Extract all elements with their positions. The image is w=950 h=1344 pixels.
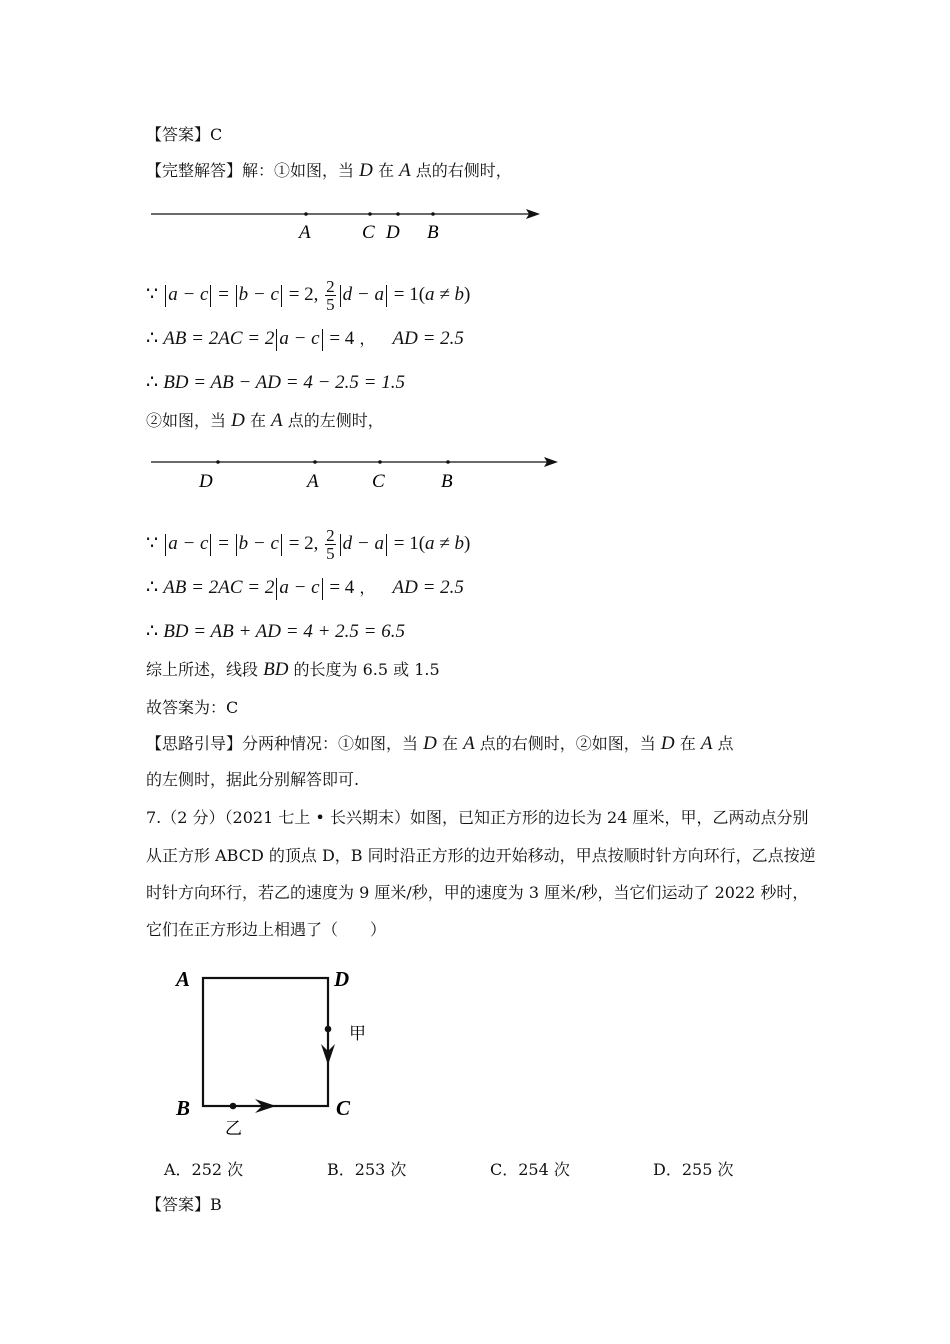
point-label: D — [386, 222, 400, 243]
question-line: 它们在正方形边上相遇了（ ） — [146, 920, 387, 939]
question-line: 从正方形 ABCD 的顶点 D，B 同时沿正方形的边开始移动，甲点按顺时针方向环行，乙点按逆 — [146, 846, 816, 865]
vertex-a: A — [176, 967, 191, 991]
point-label: D — [199, 471, 213, 492]
fraction: $\frac{2}{5}$ — [326, 277, 335, 314]
fraction: $\frac{2}{5}$ — [326, 526, 335, 563]
case2-ab: ∴ AB = 2AC = 2 a − c = 4 ， AD = 2.5 — [146, 577, 464, 598]
option-c[interactable]: C．254 次 — [490, 1160, 570, 1179]
case2-bd: ∴ BD = AB + AD = 4 + 2.5 = 6.5 — [146, 621, 405, 642]
point-label: A — [299, 222, 311, 243]
point-label: B — [427, 222, 439, 243]
point-label: C — [362, 222, 375, 243]
square-figure — [170, 962, 390, 1142]
answer-label: 【答案】 — [146, 1195, 211, 1214]
option-b[interactable]: B．253 次 — [327, 1160, 407, 1179]
hint-label: 【思路引导】 — [146, 734, 243, 753]
answer-value: C — [210, 125, 223, 144]
solution-intro: 【完整解答】解：①如图，当 D 在 A 点的右侧时， — [146, 160, 512, 181]
vertex-b: B — [176, 1096, 191, 1120]
answer-line-2 — [146, 1194, 222, 1216]
case2-given: ∵ a − c = b − c = 2, $\frac{2}{5}$ d − a = 1(a ≠ b) — [146, 526, 471, 563]
number-line-2 — [146, 446, 566, 496]
case1-given: ∵ a − c = b − c = 2, $\frac{2}{5}$ d − a = 1(a ≠ b) — [146, 277, 471, 314]
solution-label: 【完整解答】 — [146, 161, 243, 180]
hint-line-2: 的左侧时，据此分别解答即可. — [146, 770, 360, 789]
vertex-c: C — [336, 1096, 351, 1120]
point-jia — [325, 1026, 332, 1033]
number-line-1 — [146, 198, 546, 248]
point-yi — [230, 1103, 237, 1110]
point-label: B — [441, 471, 453, 492]
answer-line-1 — [146, 124, 222, 146]
answer-label: 【答案】 — [146, 125, 211, 144]
label-jia: 甲 — [349, 1024, 366, 1043]
case1-ab: ∴ AB = 2AC = 2 a − c = 4 ， AD = 2.5 — [146, 328, 464, 349]
answer-value: B — [210, 1195, 222, 1214]
hint-line-1: 【思路引导】分两种情况：①如图，当 D 在 A 点的右侧时，②如图，当 D 在 A 点 — [146, 733, 734, 754]
label-yi: 乙 — [225, 1119, 242, 1138]
conclusion: 故答案为：C — [146, 698, 239, 717]
question-line: 7.（2 分）（2021 七上 • 长兴期末）如图，已知正方形的边长为 24 厘米，甲，乙两动点分别 — [146, 808, 809, 827]
point-label: C — [372, 471, 385, 492]
point-label: A — [307, 471, 319, 492]
option-d[interactable]: D．255 次 — [653, 1160, 734, 1179]
case2-intro: ②如图，当 D 在 A 点的左侧时， — [146, 410, 384, 431]
case1-bd: ∴ BD = AB − AD = 4 − 2.5 = 1.5 — [146, 372, 405, 393]
summary: 综上所述，线段 BD 的长度为 6.5 或 1.5 — [146, 659, 440, 680]
option-a[interactable]: A．252 次 — [164, 1160, 244, 1179]
vertex-d: D — [334, 967, 350, 991]
question-line: 时针方向环行，若乙的速度为 9 厘米/秒，甲的速度为 3 厘米/秒，当它们运动了 2022 秒时， — [146, 883, 809, 902]
